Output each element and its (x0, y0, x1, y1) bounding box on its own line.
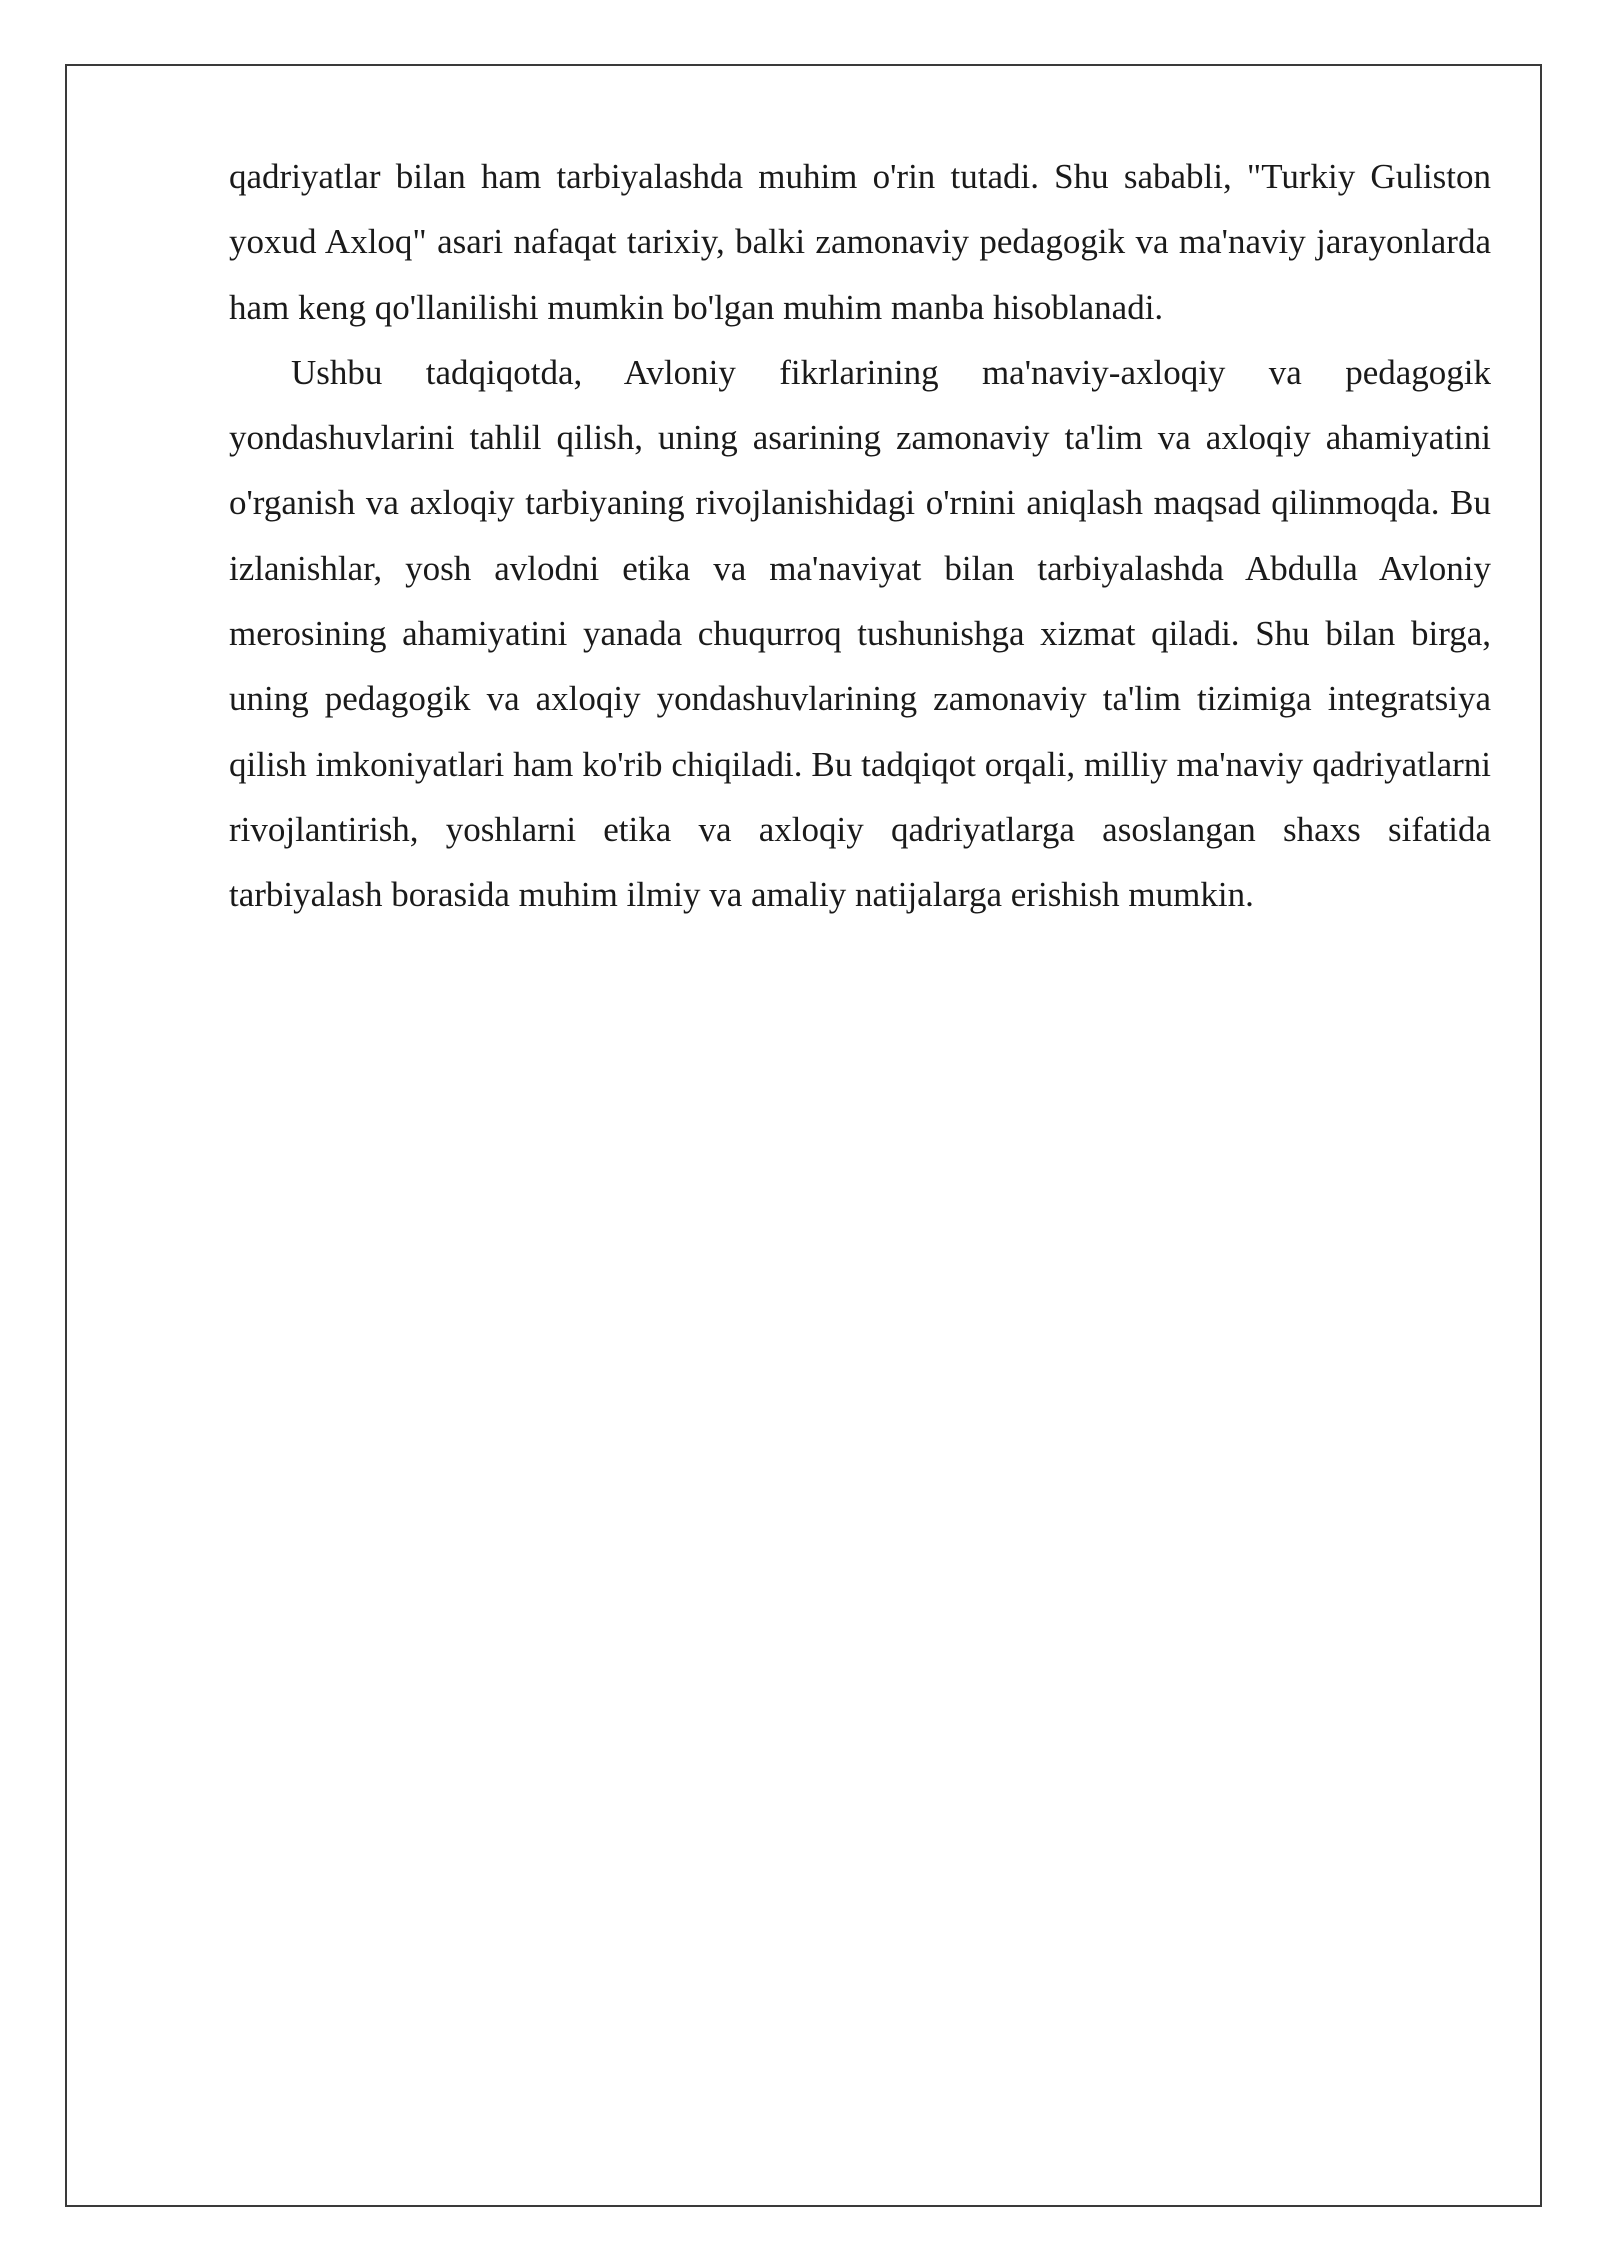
paragraph-continuation: qadriyatlar bilan ham tarbiyalashda muhim o'rin tutadi. Shu sababli, "Turkiy Guliston yoxud Axloq" asari nafaqat tarixiy, balki zamonaviy pedagogik va ma'naviy jarayonlarda ham keng qo'llanilishi mumkin bo'lgan muhim manba hisoblanadi. (229, 157, 1491, 327)
document-body (229, 144, 1491, 928)
paragraph-research-aim: Ushbu tadqiqotda, Avloniy fikrlarining ma'naviy-axloqiy va pedagogik yondashuvlarini tahlil qilish, uning asarining zamonaviy ta'lim va axloqiy ahamiyatini o'rganish va axloqiy tarbiyaning rivojlanishidagi o'rnini aniqlash maqsad qilinmoqda. Bu izlanishlar, yosh avlodni etika va ma'naviyat bilan tarbiyalashda Abdulla Avloniy merosining ahamiyatini yanada chuqurroq tushunishga xizmat qiladi. Shu bilan birga, uning pedagogik va axloqiy yondashuvlarining zamonaviy ta'lim tizimiga integratsiya qilish imkoniyatlari ham ko'rib chiqiladi. Bu tadqiqot orqali, milliy ma'naviy qadriyatlarni rivojlantirish, yoshlarni etika va axloqiy qadriyatlarga asoslangan shaxs sifatida tarbiyalash borasida muhim ilmiy va amaliy natijalarga erishish mumkin. (229, 352, 1491, 915)
